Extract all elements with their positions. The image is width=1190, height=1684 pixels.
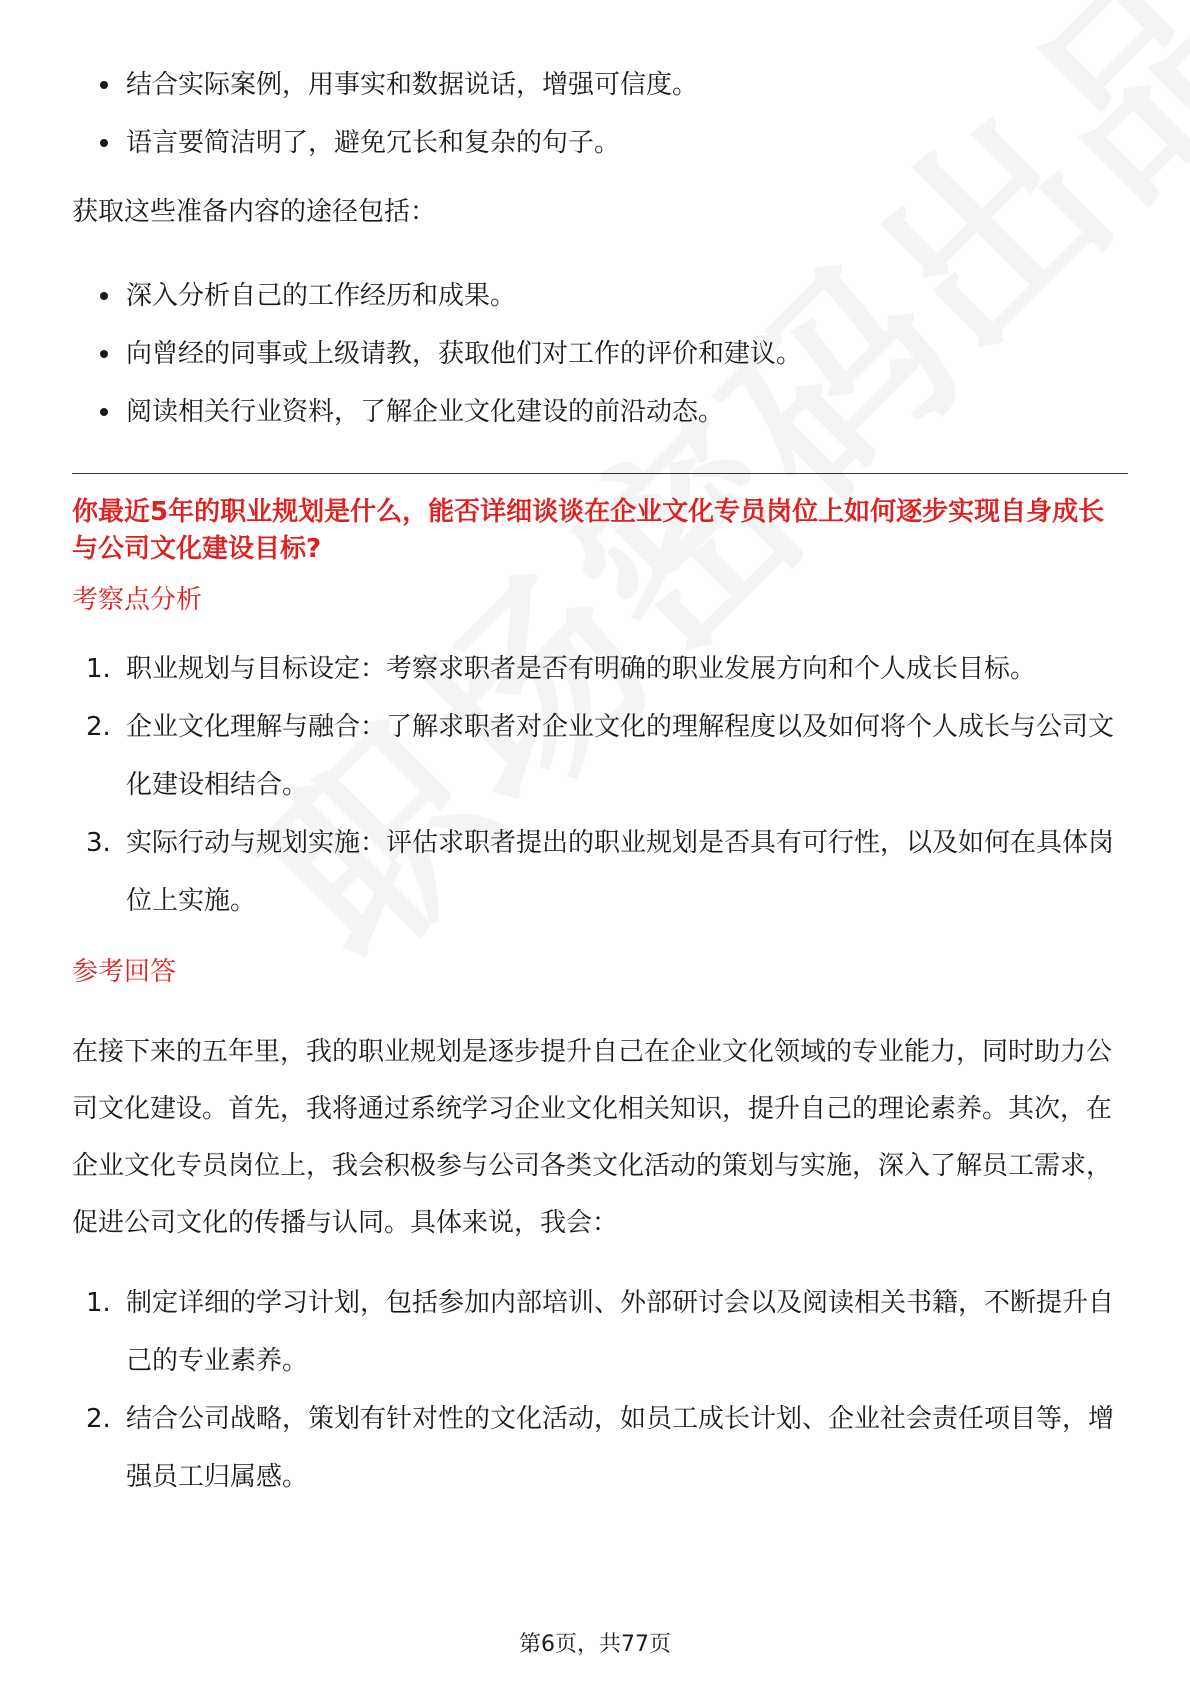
list-item: 语言要简洁明了，避免冗长和复杂的句子。 [72, 114, 1128, 172]
answer-heading: 参考回答 [72, 957, 177, 987]
analysis-list [72, 640, 1128, 930]
page-number: 第6页，共77页 [519, 1632, 671, 1657]
tips-list [72, 56, 1128, 172]
bullet-dot-icon [100, 292, 108, 300]
list-item: 1. 制定详细的学习计划，包括参加内部培训、外部研讨会以及阅读相关书籍，不断提升自己的专业素养。 [86, 1288, 1115, 1376]
list-item: 2. 企业文化理解与融合：了解求职者对企业文化的理解程度以及如何将个人成长与公司文化建设相结合。 [86, 712, 1115, 800]
list-item: 3. 实际行动与规划实施：评估求职者提出的职业规划是否具有可行性，以及如何在具体岗位上实施。 [86, 828, 1115, 916]
list-item: 2. 结合公司战略，策划有针对性的文化活动，如员工成长计划、企业社会责任项目等，增强员工归属感。 [86, 1404, 1115, 1492]
bullet-dot-icon [100, 350, 108, 358]
list-item: 阅读相关行业资料，了解企业文化建设的前沿动态。 [72, 383, 1128, 441]
list-item: 向曾经的同事或上级请教，获取他们对工作的评价和建议。 [72, 325, 1128, 383]
bullet-dot-icon [100, 408, 108, 416]
answer-list [72, 1274, 1128, 1506]
analysis-heading: 考察点分析 [72, 585, 203, 615]
list-item: 1. 职业规划与目标设定：考察求职者是否有明确的职业发展方向和个人成长目标。 [86, 654, 1037, 684]
interview-question: 你最近5年的职业规划是什么，能否详细谈谈在企业文化专员岗位上如何逐步实现自身成长与公司文化建设目标? [72, 497, 1105, 564]
answer-paragraph: 在接下来的五年里，我的职业规划是逐步提升自己在企业文化领域的专业能力，同时助力公司文化建设。首先，我将通过系统学习企业文化相关知识，提升自己的理论素养。其次，在企业文化专员岗位上，我会积极参与公司各类文化活动的策划与实施，深入了解员工需求，促进公司文化的传播与认同。具体来说，我会： [72, 1037, 1113, 1238]
list-item: 结合实际案例，用事实和数据说话，增强可信度。 [72, 56, 1128, 114]
ways-intro: 获取这些准备内容的途径包括： [72, 197, 437, 227]
ways-list [72, 267, 1128, 441]
list-item: 深入分析自己的工作经历和成果。 [72, 267, 1128, 325]
document-content [72, 56, 1128, 1506]
bullet-dot-icon [100, 139, 108, 147]
section-divider [72, 473, 1128, 474]
bullet-dot-icon [100, 81, 108, 89]
